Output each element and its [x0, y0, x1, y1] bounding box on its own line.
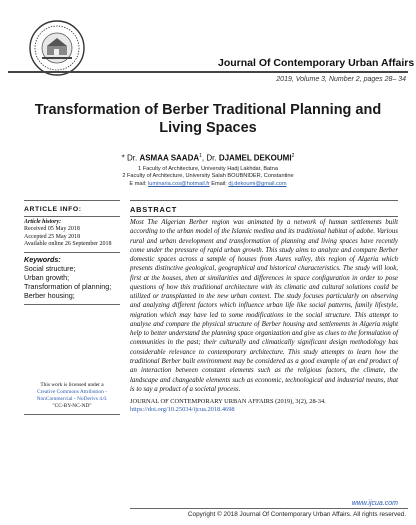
abstract-rule-top: [130, 200, 398, 201]
author-prefix-1: * Dr.: [121, 153, 140, 163]
author-line: [0, 153, 416, 163]
journal-logo: [28, 19, 86, 77]
author-1: ASMAA SAADA: [139, 153, 200, 163]
citation-text: JOURNAL OF CONTEMPORARY URBAN AFFAIRS (2019), 3(2), 28-34.: [130, 398, 326, 406]
article-info-rule-top: [24, 200, 120, 201]
accepted-date: Accepted 25 May 2018: [24, 233, 81, 240]
footer-rule: [130, 508, 408, 509]
email-label-2: Email:: [209, 180, 229, 187]
keywords-rule: [24, 252, 120, 253]
license-notice: [24, 382, 120, 415]
email-link-2[interactable]: dj.dekoumi@gmail.com: [228, 180, 287, 187]
keyword-item: Urban growth;: [24, 272, 70, 282]
keyword-item: Social structure;: [24, 263, 76, 273]
article-info-rule: [24, 216, 120, 217]
history-label: Article history:: [24, 219, 62, 225]
doi-link[interactable]: https://doi.org/10.25034/ijcua.2018.4698: [130, 406, 235, 414]
keywords-rule-bottom: [24, 304, 120, 305]
article-info-heading: ARTICLE INFO:: [24, 206, 82, 213]
keyword-item: Transformation of planning;: [24, 281, 112, 291]
email-link-1[interactable]: luminaria.cos@hotmail.fr: [148, 180, 210, 187]
abstract-rule: [130, 216, 398, 217]
affiliation-2: 2 Faculty of Architecture, University Salah BOUBNIDER, Constantine: [122, 173, 294, 180]
paper-title: Transformation of Berber Traditional Planning and Living Spaces: [34, 102, 382, 136]
copyright-notice: Copyright © 2018 Journal Of Contemporary Urban Affairs. All rights reserved.: [187, 511, 406, 518]
keyword-item: Berber housing;: [24, 290, 75, 300]
author-prefix-2: , Dr.: [201, 153, 219, 163]
abstract-text: Most The Algerian Berber region was animated by a network of human settlements built according to the urban model of the Islamic medina and its traditional habitat of adobe. Various rural and urban development and transformation of planning and living spaces have recently come under the pressure of rapid urban growth. This study aims to analyze and compare Berber domestic spaces across a sample of houses from Aures valley, this region of Algeria which presents distinctive geological, geographical and historical characteristics. The study will look, first at the houses, then at similarities and differences in space configuration in order to pose questions of how this traditional architecture with its climatic and cultural solutions could be utilized or transplanted in the new urban context. The study focuses particularly on observing and analyzing different factors which influence urban life like social patterns, family lifestyle, migration which may have led to some modifications in the social structure. This attempt to analyse and compare the physical structure of Berber housing and settlements in Algeria might help to better understand the planning space organization and give us clues to the formulation of communities in the past; their culturally and climatically significant design methodology has considerable relevance to contemporary architecture. This study attempts to learn how the traditional Berber built environment may be considered as a good example of an end product of an interaction between constant elements such as the religious factors, the climate, the landscape and changeable elements such as economic, technological and industrial means, that is to say a product of a societal process.: [130, 219, 398, 393]
author-2-affil: 2: [291, 153, 295, 159]
abstract-panel: [130, 200, 398, 413]
license-rule: [24, 414, 120, 415]
email-label-1: E mail:: [129, 180, 149, 187]
received-date: Received 05 May 2018: [24, 226, 80, 233]
license-link[interactable]: Creative Commons Attribution - NonCommercial - NoDerivs 4.0.: [36, 389, 108, 402]
license-text: This work is licensed under a: [40, 382, 104, 388]
header-rule: [8, 71, 408, 73]
email-line: [0, 181, 416, 188]
abstract-heading: ABSTRACT: [130, 205, 178, 214]
author-2: DJAMEL DEKOUMI: [218, 153, 292, 163]
article-info-panel: [24, 200, 120, 305]
available-date: Available online 26 September 2018: [24, 241, 112, 248]
author-1-affil: 1: [199, 153, 202, 159]
volume-info: 2019, Volume 3, Number 2, pages 28– 34: [276, 76, 406, 83]
affiliation-1: 1 Faculty of Architecture, University Hadj Lakhdar, Batna: [138, 166, 278, 172]
website-link[interactable]: www.ijcua.com: [351, 500, 398, 507]
license-code: "CC-BY-NC-ND": [52, 403, 92, 409]
affiliations: [0, 166, 416, 188]
keywords-label: Keywords:: [24, 254, 61, 264]
journal-name: Journal Of Contemporary Urban Affairs: [218, 57, 415, 69]
